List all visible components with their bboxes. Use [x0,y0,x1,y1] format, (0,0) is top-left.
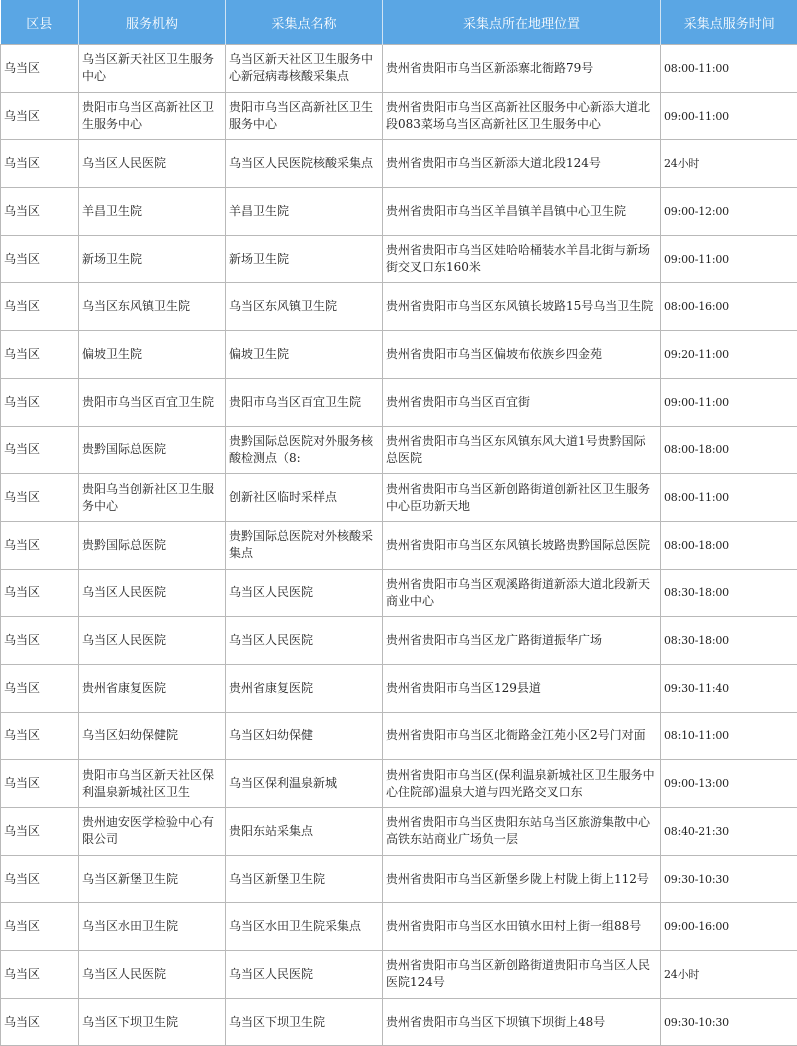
cell-service-hours [661,903,797,951]
cell-site-location [383,92,661,140]
table-body [1,45,797,1046]
header-row [1,0,797,45]
cell-service-org-text: 乌当区东风镇卫生院 [82,298,222,315]
cell-service-org-text: 贵州省康复医院 [82,680,222,697]
cell-district [1,951,79,999]
cell-site-name [226,331,383,379]
cell-site-name [226,426,383,474]
cell-site-location [383,235,661,283]
cell-district-text: 乌当区 [4,1014,75,1031]
cell-site-location-text: 贵州省贵阳市乌当区下坝镇下坝街上48号 [386,1014,657,1031]
table-row [1,712,797,760]
cell-district [1,378,79,426]
cell-district-text: 乌当区 [4,871,75,888]
cell-district [1,998,79,1046]
cell-service-org-text: 贵阳市乌当区高新社区卫生服务中心 [82,99,222,133]
cell-site-name [226,235,383,283]
header-service-org: 服务机构 [79,0,226,45]
table-row [1,378,797,426]
cell-site-name-text: 乌当区人民医院 [229,584,379,601]
table-row [1,92,797,140]
cell-district [1,617,79,665]
cell-site-name-text: 贵州省康复医院 [229,680,379,697]
cell-district-text: 乌当区 [4,251,75,268]
table-row [1,569,797,617]
cell-district [1,808,79,856]
cell-service-hours-text: 09:00-12:00 [664,203,794,220]
cell-service-org-text: 乌当区新天社区卫生服务中心 [82,51,222,85]
table-row [1,617,797,665]
cell-service-hours [661,188,797,236]
table-row [1,45,797,93]
table-row [1,998,797,1046]
cell-site-location-text: 贵州省贵阳市乌当区新创路街道创新社区卫生服务中心臣功新天地 [386,481,657,515]
table-row [1,331,797,379]
cell-district [1,140,79,188]
cell-district-text: 乌当区 [4,346,75,363]
cell-service-org [79,140,226,188]
cell-service-org [79,235,226,283]
cell-district-text: 乌当区 [4,966,75,983]
cell-service-org-text: 乌当区人民医院 [82,966,222,983]
cell-district [1,426,79,474]
cell-service-org [79,664,226,712]
cell-site-name-text: 贵阳市乌当区百宜卫生院 [229,394,379,411]
cell-district [1,188,79,236]
cell-service-org-text: 贵黔国际总医院 [82,441,222,458]
cell-site-name-text: 创新社区临时采样点 [229,489,379,506]
cell-district [1,92,79,140]
cell-site-location-text: 贵州省贵阳市乌当区贵阳东站乌当区旅游集散中心高铁东站商业广场负一层 [386,814,657,848]
cell-service-hours-text: 09:00-11:00 [664,251,794,268]
cell-site-location-text: 贵州省贵阳市乌当区观溪路街道新添大道北段新天商业中心 [386,576,657,610]
cell-service-hours-text: 08:40-21:30 [664,823,794,840]
cell-site-name-text: 贵黔国际总医院对外服务核酸检测点（8: [229,433,379,467]
cell-site-location [383,426,661,474]
cell-district [1,760,79,808]
cell-service-hours [661,760,797,808]
cell-district [1,521,79,569]
cell-district-text: 乌当区 [4,918,75,935]
cell-service-org-text: 贵州迪安医学检验中心有限公司 [82,814,222,848]
cell-service-hours-text: 08:00-11:00 [664,60,794,77]
cell-site-name-text: 乌当区人民医院核酸采集点 [229,155,379,172]
table-row [1,235,797,283]
table-row [1,283,797,331]
header-service-hours: 采集点服务时间 [661,0,797,45]
cell-district [1,235,79,283]
cell-site-name [226,378,383,426]
table-row [1,474,797,522]
cell-service-hours-text: 09:30-10:30 [664,871,794,888]
cell-service-hours [661,951,797,999]
cell-service-org-text: 乌当区下坝卫生院 [82,1014,222,1031]
cell-service-hours-text: 24小时 [664,155,794,172]
cell-site-location-text: 贵州省贵阳市乌当区东风镇东风大道1号贵黔国际总医院 [386,433,657,467]
cell-site-name [226,855,383,903]
cell-site-location-text: 贵州省贵阳市乌当区新添寨北衙路79号 [386,60,657,77]
cell-service-hours [661,712,797,760]
cell-district-text: 乌当区 [4,155,75,172]
cell-service-org [79,617,226,665]
cell-service-org [79,951,226,999]
header-site-name: 采集点名称 [226,0,383,45]
cell-site-location [383,808,661,856]
cell-service-org [79,521,226,569]
cell-site-name [226,951,383,999]
cell-district-text: 乌当区 [4,632,75,649]
cell-district-text: 乌当区 [4,680,75,697]
cell-site-name-text: 贵阳东站采集点 [229,823,379,840]
cell-site-location [383,45,661,93]
cell-service-hours [661,378,797,426]
cell-site-name [226,903,383,951]
cell-site-location-text: 贵州省贵阳市乌当区龙广路街道振华广场 [386,632,657,649]
cell-site-location [383,712,661,760]
cell-district [1,45,79,93]
cell-district [1,855,79,903]
cell-site-location-text: 贵州省贵阳市乌当区偏坡布依族乡四金苑 [386,346,657,363]
cell-service-hours-text: 24小时 [664,966,794,983]
cell-service-hours [661,283,797,331]
cell-site-name [226,92,383,140]
cell-site-location-text: 贵州省贵阳市乌当区新创路街道贵阳市乌当区人民医院124号 [386,957,657,991]
cell-site-name-text: 乌当区保利温泉新城 [229,775,379,792]
cell-service-org [79,998,226,1046]
cell-site-name [226,140,383,188]
cell-service-org-text: 乌当区水田卫生院 [82,918,222,935]
cell-service-org [79,378,226,426]
table-row [1,426,797,474]
cell-site-location [383,521,661,569]
cell-site-location [383,855,661,903]
cell-site-location [383,617,661,665]
cell-site-name-text: 乌当区新堡卫生院 [229,871,379,888]
cell-district [1,569,79,617]
cell-service-hours-text: 08:00-18:00 [664,537,794,554]
cell-service-org-text: 羊昌卫生院 [82,203,222,220]
cell-site-name [226,521,383,569]
cell-service-hours [661,664,797,712]
cell-district-text: 乌当区 [4,775,75,792]
cell-service-hours [661,331,797,379]
cell-service-org [79,808,226,856]
cell-service-org [79,855,226,903]
cell-site-location [383,760,661,808]
cell-district [1,903,79,951]
cell-service-hours [661,808,797,856]
cell-district [1,712,79,760]
table-row [1,140,797,188]
cell-service-hours [661,998,797,1046]
cell-district-text: 乌当区 [4,60,75,77]
cell-site-location-text: 贵州省贵阳市乌当区(保利温泉新城社区卫生服务中心住院部)温泉大道与四光路交叉口东 [386,767,657,801]
table-row [1,903,797,951]
cell-site-name [226,808,383,856]
cell-service-org [79,426,226,474]
cell-site-name [226,760,383,808]
cell-site-name-text: 贵黔国际总医院对外核酸采集点 [229,528,379,562]
cell-service-org [79,331,226,379]
cell-service-org [79,760,226,808]
cell-service-hours-text: 08:30-18:00 [664,632,794,649]
cell-service-org-text: 乌当区人民医院 [82,155,222,172]
cell-service-org-text: 新场卫生院 [82,251,222,268]
table-row [1,951,797,999]
cell-site-location-text: 贵州省贵阳市乌当区水田镇水田村上街一组88号 [386,918,657,935]
cell-service-hours-text: 09:30-11:40 [664,680,794,697]
cell-site-name-text: 新场卫生院 [229,251,379,268]
cell-service-hours-text: 09:00-11:00 [664,108,794,125]
cell-service-hours [661,140,797,188]
cell-service-org [79,92,226,140]
cell-site-location [383,951,661,999]
cell-site-name-text: 乌当区人民医院 [229,966,379,983]
cell-service-org [79,569,226,617]
cell-site-name [226,712,383,760]
cell-site-location [383,188,661,236]
cell-service-org [79,45,226,93]
cell-site-name [226,617,383,665]
cell-service-org-text: 贵阳市乌当区新天社区保利温泉新城社区卫生 [82,767,222,801]
cell-site-location-text: 贵州省贵阳市乌当区129县道 [386,680,657,697]
cell-service-hours [661,426,797,474]
cell-district-text: 乌当区 [4,584,75,601]
cell-district [1,331,79,379]
header-site-location: 采集点所在地理位置 [383,0,661,45]
cell-service-org-text: 偏坡卫生院 [82,346,222,363]
cell-site-location [383,140,661,188]
cell-district-text: 乌当区 [4,823,75,840]
cell-site-location-text: 贵州省贵阳市乌当区东风镇长坡路15号乌当卫生院 [386,298,657,315]
cell-service-hours-text: 08:10-11:00 [664,727,794,744]
cell-site-location [383,331,661,379]
cell-site-location-text: 贵州省贵阳市乌当区东风镇长坡路贵黔国际总医院 [386,537,657,554]
cell-service-hours-text: 09:20-11:00 [664,346,794,363]
cell-service-org-text: 乌当区新堡卫生院 [82,871,222,888]
table-row [1,855,797,903]
cell-site-name [226,474,383,522]
cell-district [1,283,79,331]
cell-service-hours [661,235,797,283]
cell-site-name-text: 乌当区新天社区卫生服务中心新冠病毒核酸采集点 [229,51,379,85]
cell-service-hours [661,855,797,903]
cell-district-text: 乌当区 [4,394,75,411]
cell-site-location-text: 贵州省贵阳市乌当区新堡乡陇上村陇上街上112号 [386,871,657,888]
cell-service-hours [661,569,797,617]
cell-site-location [383,283,661,331]
cell-site-name-text: 乌当区下坝卫生院 [229,1014,379,1031]
cell-site-name-text: 乌当区水田卫生院采集点 [229,918,379,935]
cell-service-org-text: 乌当区人民医院 [82,584,222,601]
cell-site-name [226,45,383,93]
cell-service-hours-text: 09:00-16:00 [664,918,794,935]
cell-service-org [79,474,226,522]
cell-service-hours-text: 09:30-10:30 [664,1014,794,1031]
table-row [1,664,797,712]
cell-site-location [383,998,661,1046]
cell-service-org [79,283,226,331]
cell-site-name-text: 乌当区人民医院 [229,632,379,649]
header-district: 区县 [1,0,79,45]
cell-service-org [79,188,226,236]
table-row [1,521,797,569]
cell-service-org [79,712,226,760]
cell-service-hours-text: 09:00-13:00 [664,775,794,792]
cell-service-hours-text: 09:00-11:00 [664,394,794,411]
cell-service-org-text: 贵黔国际总医院 [82,537,222,554]
cell-service-hours-text: 08:00-18:00 [664,441,794,458]
cell-district-text: 乌当区 [4,489,75,506]
table-row [1,188,797,236]
cell-service-org-text: 贵阳市乌当区百宜卫生院 [82,394,222,411]
cell-site-location [383,903,661,951]
cell-site-location-text: 贵州省贵阳市乌当区羊昌镇羊昌镇中心卫生院 [386,203,657,220]
cell-district-text: 乌当区 [4,108,75,125]
cell-district-text: 乌当区 [4,537,75,554]
cell-service-hours [661,521,797,569]
cell-district-text: 乌当区 [4,727,75,744]
cell-district [1,664,79,712]
cell-service-hours-text: 08:00-11:00 [664,489,794,506]
cell-site-name [226,188,383,236]
cell-site-location-text: 贵州省贵阳市乌当区娃哈哈桶装水羊昌北街与新场街交叉口东160米 [386,242,657,276]
cell-district-text: 乌当区 [4,298,75,315]
cell-service-hours [661,92,797,140]
cell-site-location [383,474,661,522]
cell-service-org-text: 乌当区妇幼保健院 [82,727,222,744]
cell-site-name-text: 偏坡卫生院 [229,346,379,363]
cell-service-org-text: 乌当区人民医院 [82,632,222,649]
cell-site-location-text: 贵州省贵阳市乌当区百宜街 [386,394,657,411]
cell-service-hours-text: 08:30-18:00 [664,584,794,601]
cell-district-text: 乌当区 [4,441,75,458]
cell-site-name [226,998,383,1046]
cell-service-hours-text: 08:00-16:00 [664,298,794,315]
cell-service-hours [661,45,797,93]
cell-site-name [226,283,383,331]
cell-site-location-text: 贵州省贵阳市乌当区北衙路金江苑小区2号门对面 [386,727,657,744]
cell-site-location [383,378,661,426]
cell-site-location-text: 贵州省贵阳市乌当区新添大道北段124号 [386,155,657,172]
table-header [1,0,797,45]
cell-district-text: 乌当区 [4,203,75,220]
cell-site-name [226,664,383,712]
cell-service-org-text: 贵阳乌当创新社区卫生服务中心 [82,481,222,515]
cell-site-location [383,664,661,712]
cell-district [1,474,79,522]
table-row [1,760,797,808]
cell-site-name-text: 羊昌卫生院 [229,203,379,220]
cell-site-location [383,569,661,617]
cell-site-name-text: 贵阳市乌当区高新社区卫生服务中心 [229,99,379,133]
table-row [1,808,797,856]
cell-site-name-text: 乌当区妇幼保健 [229,727,379,744]
cell-service-org [79,903,226,951]
cell-site-location-text: 贵州省贵阳市乌当区高新社区服务中心新添大道北段083菜场乌当区高新社区卫生服务中心 [386,99,657,133]
cell-service-hours [661,617,797,665]
cell-service-hours [661,474,797,522]
cell-site-name [226,569,383,617]
cell-site-name-text: 乌当区东风镇卫生院 [229,298,379,315]
